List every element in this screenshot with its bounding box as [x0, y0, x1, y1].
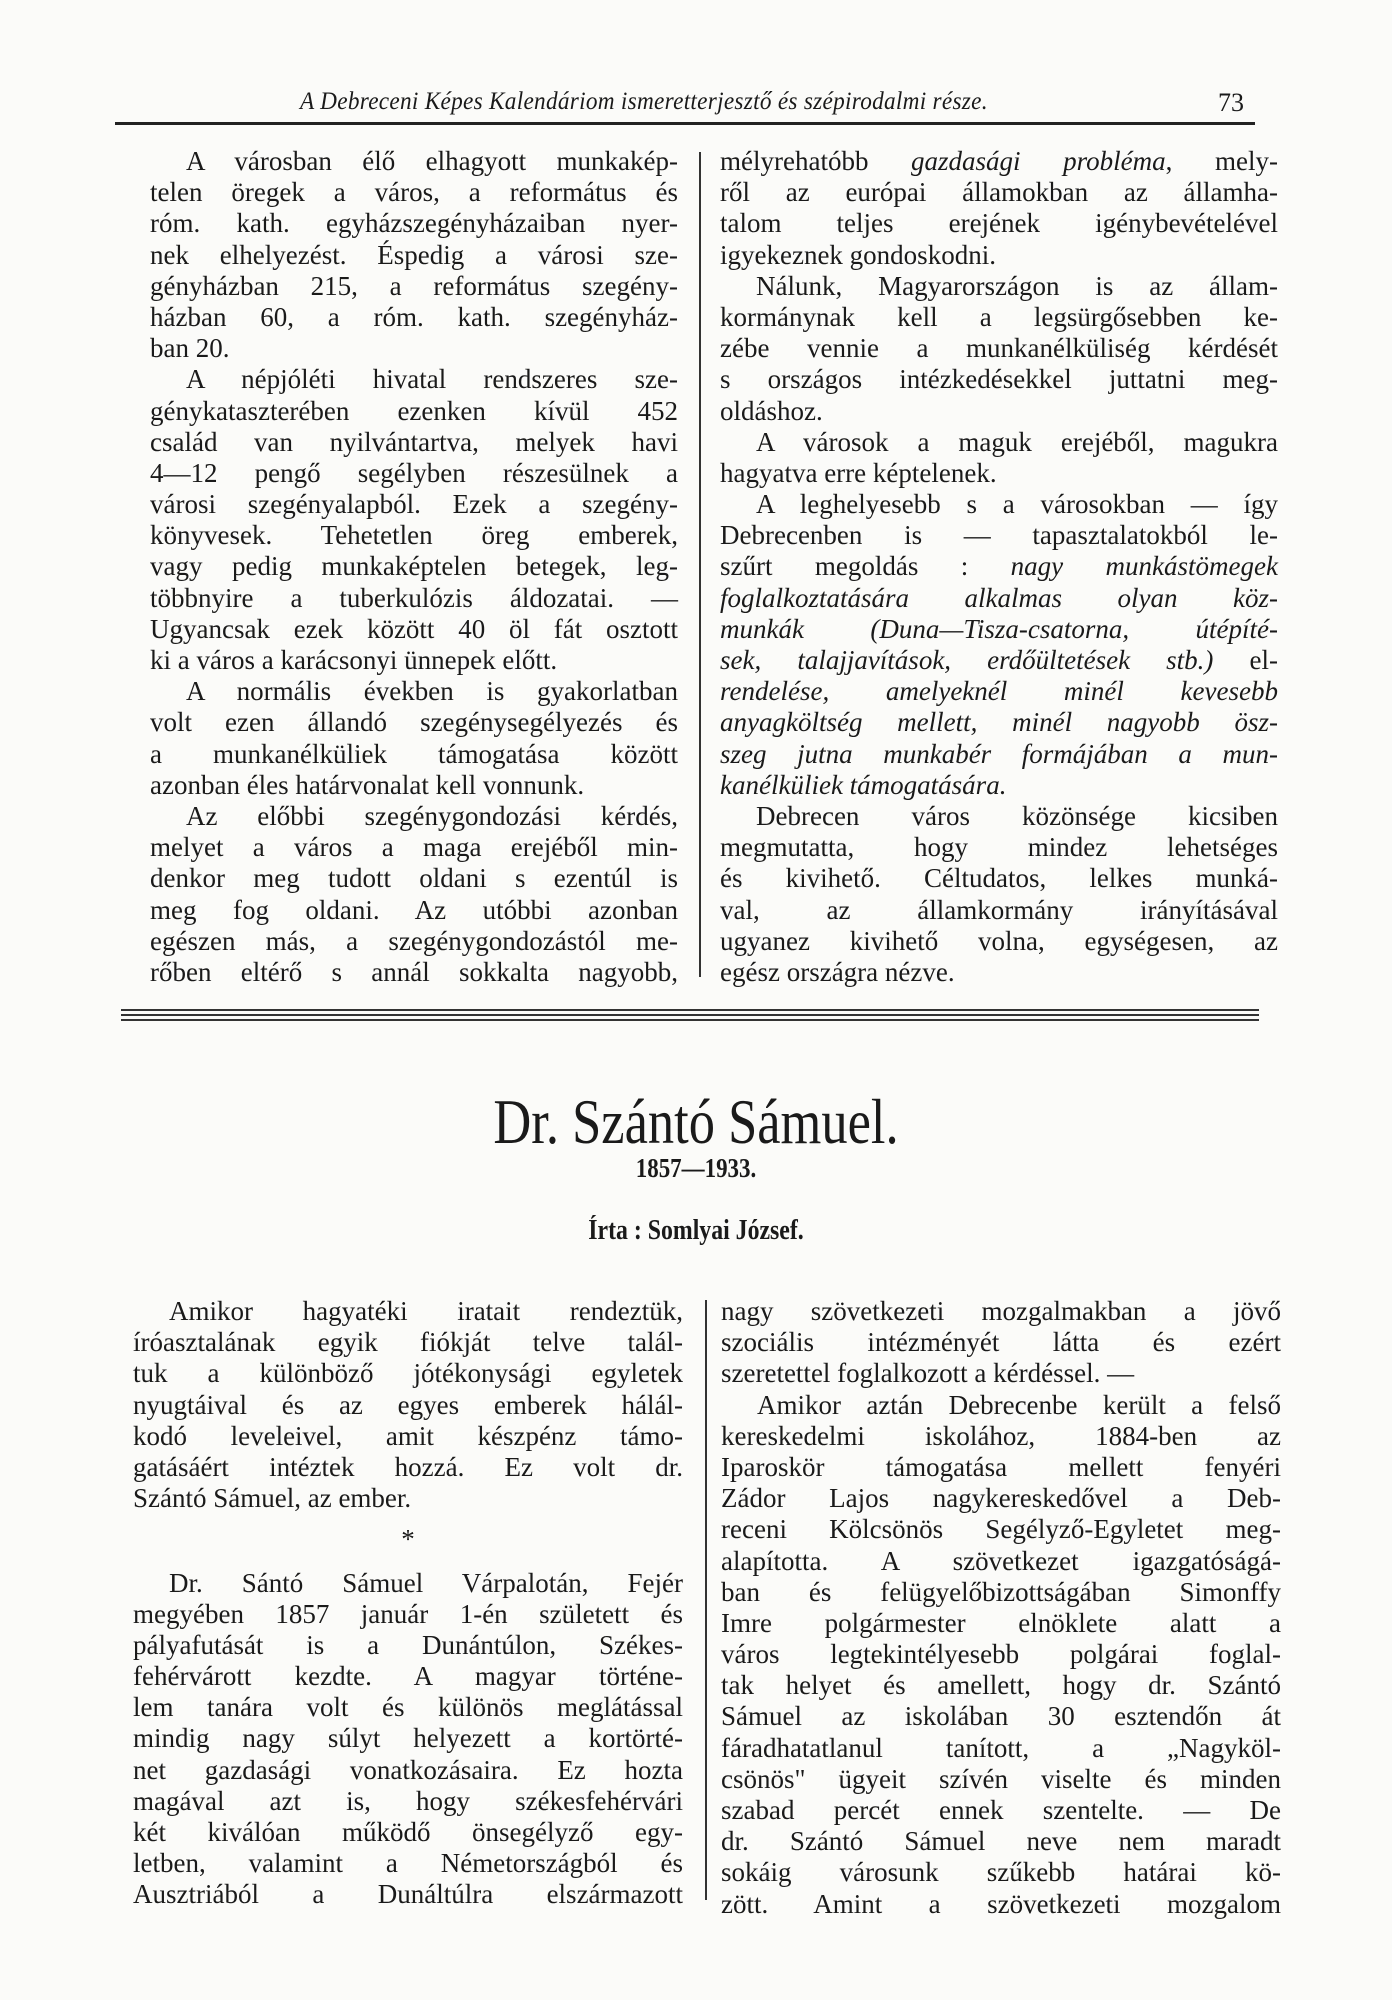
italic-text: sek, talajjavítások, erdőültetések stb.) — [720, 645, 1214, 675]
text-segment: család van nyilvántartva, melyek havi — [150, 426, 678, 457]
text-line — [133, 1661, 683, 1692]
text-line — [150, 676, 678, 707]
text-line — [721, 1390, 1281, 1421]
text-line — [133, 1692, 683, 1723]
article-dates: 1857—1933. — [635, 1153, 757, 1183]
text-segment: zébe vennie a munkanélküliség kérdését — [720, 333, 1278, 364]
text-line — [133, 1421, 683, 1452]
text-line — [150, 739, 678, 770]
italic-text: kanélküliek támogatására. — [720, 769, 1007, 800]
text-line — [720, 333, 1278, 364]
text-line — [150, 333, 678, 364]
text-line — [721, 1826, 1281, 1857]
text-segment: val, az államkormány irányításával — [720, 894, 1278, 925]
text-line — [720, 676, 1278, 707]
text-segment: ban 20. — [150, 333, 230, 364]
text-line — [150, 489, 678, 520]
text-segment: mindig nagy súlyt helyezett a kortörté- — [133, 1723, 683, 1754]
text-line — [150, 458, 678, 489]
text-segment: magával azt is, hogy székesfehérvári — [133, 1785, 683, 1816]
text-segment: talom teljes erejének igénybevételével — [720, 208, 1278, 239]
text-segment: szűrt megoldás : — [720, 551, 1011, 582]
text-segment: * — [401, 1524, 415, 1555]
text-line — [720, 302, 1278, 333]
text-line — [720, 614, 1278, 645]
text-segment: A városok a maguk erejéből, magukra — [756, 426, 1278, 457]
text-segment: házban 60, a róm. kath. szegényház- — [150, 301, 678, 332]
text-line — [133, 1390, 683, 1421]
text-line — [150, 770, 678, 801]
text-segment: Ugyancsak ezek között 40 öl fát osztott — [150, 613, 678, 644]
text-line — [720, 551, 1278, 582]
text-segment: szociális intézményét látta és ezért — [721, 1327, 1281, 1358]
header-rule — [115, 122, 1255, 125]
text-line — [133, 1599, 683, 1630]
text-line — [721, 1670, 1281, 1701]
text-segment: pályafutását is a Dunántúlon, Székes- — [133, 1629, 683, 1660]
text-line — [720, 364, 1278, 395]
text-line — [720, 146, 1278, 177]
text-line — [133, 1817, 683, 1848]
text-line — [721, 1483, 1281, 1514]
text-segment: Dr. Sántó Sámuel Várpalotán, Fejér — [169, 1567, 683, 1598]
text-segment: melyet a város a maga erejéből min- — [150, 832, 678, 863]
text-line — [720, 926, 1278, 957]
text-line — [720, 801, 1278, 832]
text-line — [133, 1483, 683, 1514]
italic-text: nagy munkástömegek — [1010, 551, 1278, 582]
text-segment: könyvesek. Tehetetlen öreg emberek, — [150, 520, 678, 551]
text-line — [721, 1857, 1281, 1888]
text-line — [150, 863, 678, 894]
section-rule — [121, 1009, 1259, 1011]
text-line — [720, 489, 1278, 520]
text-segment: azonban éles határvonalat kell vonnunk. — [150, 769, 585, 800]
text-line — [133, 1524, 683, 1555]
text-segment: nagy szövetkezeti mozgalmakban a jövő — [721, 1296, 1281, 1326]
text-segment: fehérvárott kezdte. A magyar történe- — [133, 1661, 683, 1692]
text-line — [720, 458, 1278, 489]
text-line — [721, 1546, 1281, 1577]
text-segment: Iparoskör támogatása mellett fenyéri — [721, 1451, 1281, 1482]
text-segment: meg fog oldani. Az utóbbi azonban — [150, 894, 678, 925]
text-segment: A normális években is gyakorlatban — [186, 676, 678, 707]
text-line — [150, 177, 678, 208]
text-segment: Amikor aztán Debrecenbe került a felső — [757, 1389, 1281, 1420]
text-line — [720, 895, 1278, 926]
text-line — [150, 271, 678, 302]
text-line — [133, 1358, 683, 1389]
text-segment: igyekeznek gondoskodni. — [720, 239, 996, 270]
text-segment: rőben eltérő s annál sokkalta nagyobb, — [150, 956, 678, 987]
text-line — [721, 1764, 1281, 1795]
text-segment: nek elhelyezést. Éspedig a városi sze- — [150, 239, 678, 270]
italic-text: rendelése, amelyeknél minél kevesebb — [720, 676, 1278, 707]
text-segment: letben, valamint a Németországból és — [133, 1848, 683, 1879]
text-segment: A városban élő elhagyott munkakép- — [186, 146, 678, 176]
text-line — [133, 1296, 683, 1327]
text-segment: Zádor Lajos nagykereskedővel a Deb- — [721, 1483, 1281, 1514]
text-line — [720, 427, 1278, 458]
text-segment: megmutatta, hogy mindez lehetséges — [720, 832, 1278, 863]
text-segment: Ausztriából a Dunáltúlra elszármazott — [133, 1879, 683, 1910]
text-line — [720, 520, 1278, 551]
italic-text: foglalkoztatására alkalmas olyan köz- — [720, 582, 1278, 613]
text-line — [133, 1723, 683, 1754]
text-line — [133, 1452, 683, 1483]
text-segment: zött. Amint a szövetkezeti mozgalom — [721, 1888, 1281, 1919]
text-segment: Az előbbi szegénygondozási kérdés, — [186, 800, 678, 831]
text-line — [133, 1848, 683, 1879]
text-segment: Szántó Sámuel, az ember. — [133, 1483, 412, 1514]
text-segment: dr. Szántó Sámuel neve nem maradt — [721, 1826, 1281, 1857]
text-segment: egészen más, a szegénygondozástól me- — [150, 925, 678, 956]
text-segment: mélyrehatóbb — [720, 146, 912, 176]
text-line — [150, 614, 678, 645]
text-segment: kormánynak kell a legsürgősebben ke- — [720, 301, 1278, 332]
text-line — [720, 583, 1278, 614]
text-segment: A leghelyesebb s a városokban — így — [756, 489, 1278, 520]
text-segment: kereskedelmi iskolához, 1884-ben az — [721, 1420, 1281, 1451]
text-segment: szabad percét ennek szentelte. — De — [721, 1795, 1281, 1825]
text-segment: ugyanez kivihető volna, egységesen, az — [720, 925, 1278, 956]
text-line — [721, 1608, 1281, 1639]
text-line — [720, 863, 1278, 894]
text-segment: városi szegényalapból. Ezek a szegény- — [150, 489, 678, 520]
text-segment: két kiválóan működő önsegélyző egy- — [133, 1817, 683, 1847]
text-segment: gényházban 215, a református szegény- — [150, 270, 678, 301]
text-segment: volt ezen állandó szegénysegélyezés és — [150, 707, 678, 738]
text-line — [721, 1358, 1281, 1389]
text-segment: kodó leveleivel, amit készpénz támo- — [133, 1420, 683, 1451]
text-segment: telen öregek a város, a református és — [150, 177, 678, 208]
text-line — [150, 957, 678, 988]
text-segment: s országos intézkedésekkel juttatni meg- — [720, 364, 1278, 395]
text-line — [721, 1701, 1281, 1732]
text-line — [150, 583, 678, 614]
text-segment: nyugtáival és az egyes emberek hálál- — [133, 1389, 683, 1420]
article-author: Írta : Somlyai József. — [588, 1215, 804, 1246]
text-segment: hagyatva erre képtelenek. — [720, 457, 997, 488]
text-line — [150, 707, 678, 738]
italic-text: gazdasági probléma — [911, 146, 1166, 176]
text-line — [721, 1639, 1281, 1670]
text-line — [720, 707, 1278, 738]
text-segment: egész országra nézve. — [720, 956, 955, 987]
text-line — [720, 396, 1278, 427]
text-segment: csönös" ügyeit szívén viselte és minden — [721, 1763, 1281, 1794]
text-segment: íróasztalának egyik fiókját telve talál- — [133, 1327, 683, 1358]
text-segment: net gazdasági vonatkozásaira. Ez hozta — [133, 1754, 683, 1785]
text-segment: róm. kath. egyházszegényházaiban nyer- — [150, 208, 678, 239]
text-line — [133, 1630, 683, 1661]
text-line — [150, 427, 678, 458]
text-line — [721, 1327, 1281, 1358]
text-line — [720, 208, 1278, 239]
text-line — [133, 1879, 683, 1910]
text-line — [150, 396, 678, 427]
column-divider — [705, 1300, 707, 1900]
text-line — [150, 832, 678, 863]
text-line — [721, 1452, 1281, 1483]
text-segment: receni Kölcsönös Segélyző-Egyletet meg- — [721, 1514, 1281, 1545]
text-line — [150, 645, 678, 676]
text-line — [721, 1795, 1281, 1826]
text-line — [720, 240, 1278, 271]
bottom-right-column — [721, 1296, 1281, 1920]
text-segment: Sámuel az iskolában 30 esztendőn át — [721, 1701, 1281, 1732]
text-segment: tuk a különböző jótékonysági egyletek — [133, 1358, 683, 1389]
text-segment: város legtekintélyesebb polgárai foglal- — [721, 1639, 1281, 1670]
section-rule — [121, 1019, 1259, 1021]
column-divider — [699, 152, 701, 977]
text-line — [133, 1755, 683, 1786]
text-line — [720, 271, 1278, 302]
text-line — [150, 240, 678, 271]
text-line — [150, 302, 678, 333]
italic-text: munkák (Duna—Tisza-csatorna, útépíté- — [720, 613, 1278, 644]
text-segment: Imre polgármester elnöklete alatt a — [721, 1607, 1281, 1638]
text-line — [133, 1327, 683, 1358]
text-segment: sokáig városunk szűkebb határai kö- — [721, 1857, 1281, 1888]
text-line — [720, 177, 1278, 208]
text-line — [721, 1514, 1281, 1545]
text-line — [720, 957, 1278, 988]
text-line — [150, 208, 678, 239]
text-segment: ről az európai államokban az államha- — [720, 177, 1278, 208]
page-number: 73 — [1218, 88, 1244, 117]
article-title: Dr. Szántó Sámuel. — [493, 1086, 899, 1157]
section-rule — [121, 1014, 1259, 1016]
text-segment: el- — [1213, 645, 1278, 675]
text-line — [720, 770, 1278, 801]
text-segment: Debrecenben is — tapasztalatokból le- — [720, 520, 1278, 551]
text-line — [721, 1577, 1281, 1608]
text-line — [721, 1733, 1281, 1764]
text-segment: lem tanára volt és különös meglátással — [133, 1692, 683, 1723]
text-segment: és kivihető. Céltudatos, lelkes munká- — [720, 863, 1278, 894]
text-segment: ki a város a karácsonyi ünnepek előtt. — [150, 645, 558, 675]
text-line — [720, 832, 1278, 863]
text-line — [150, 520, 678, 551]
text-line — [150, 551, 678, 582]
text-segment: , mely- — [1165, 146, 1278, 176]
text-segment: A népjóléti hivatal rendszeres sze- — [186, 364, 678, 395]
text-line — [150, 926, 678, 957]
bottom-left-column — [133, 1296, 683, 1911]
text-segment: a munkanélküliek támogatása között — [150, 738, 678, 769]
text-line — [133, 1786, 683, 1817]
text-segment: génykataszterében ezenken kívül 452 — [150, 395, 678, 426]
text-segment: Debrecen város közönsége kicsiben — [756, 800, 1278, 831]
top-right-column — [720, 146, 1278, 988]
text-line — [133, 1568, 683, 1599]
running-header: A Debreceni Képes Kalendáriom ismeretterjesztő és szépirodalmi része. — [300, 88, 988, 115]
text-segment: denkor meg tudott oldani s ezentúl is — [150, 863, 678, 894]
text-segment: vagy pedig munkaképtelen betegek, leg- — [150, 551, 678, 582]
text-segment: gatásáért intéztek hozzá. Ez volt dr. — [133, 1451, 683, 1482]
text-segment: oldáshoz. — [720, 395, 823, 426]
italic-text: anyagköltség mellett, minél nagyobb ösz- — [720, 707, 1278, 738]
text-line — [150, 895, 678, 926]
text-segment: fáradhatatlanul tanított, a „Nagyköl- — [721, 1732, 1281, 1763]
italic-text: szeg jutna munkabér formájában a mun- — [720, 738, 1278, 769]
text-line — [150, 801, 678, 832]
text-segment: Amikor hagyatéki iratait rendeztük, — [169, 1296, 683, 1326]
text-segment: szeretettel foglalkozott a kérdéssel. — — [721, 1358, 1135, 1389]
text-segment: alapította. A szövetkezet igazgatóságá- — [721, 1545, 1281, 1576]
text-line — [720, 739, 1278, 770]
text-segment: tak helyet és amellett, hogy dr. Szántó — [721, 1670, 1281, 1701]
text-segment: megyében 1857 január 1-én született és — [133, 1598, 683, 1629]
text-line — [721, 1889, 1281, 1920]
text-line — [150, 364, 678, 395]
text-line — [150, 146, 678, 177]
text-segment: Nálunk, Magyarországon is az állam- — [756, 270, 1278, 301]
text-segment: ban és felügyelőbizottságában Simonffy — [721, 1576, 1281, 1607]
top-left-column — [150, 146, 678, 988]
text-line — [721, 1296, 1281, 1327]
text-segment: többnyire a tuberkulózis áldozatai. — — [150, 582, 678, 613]
text-line — [720, 645, 1278, 676]
text-line — [721, 1421, 1281, 1452]
text-segment: 4—12 pengő segélyben részesülnek a — [150, 457, 678, 488]
